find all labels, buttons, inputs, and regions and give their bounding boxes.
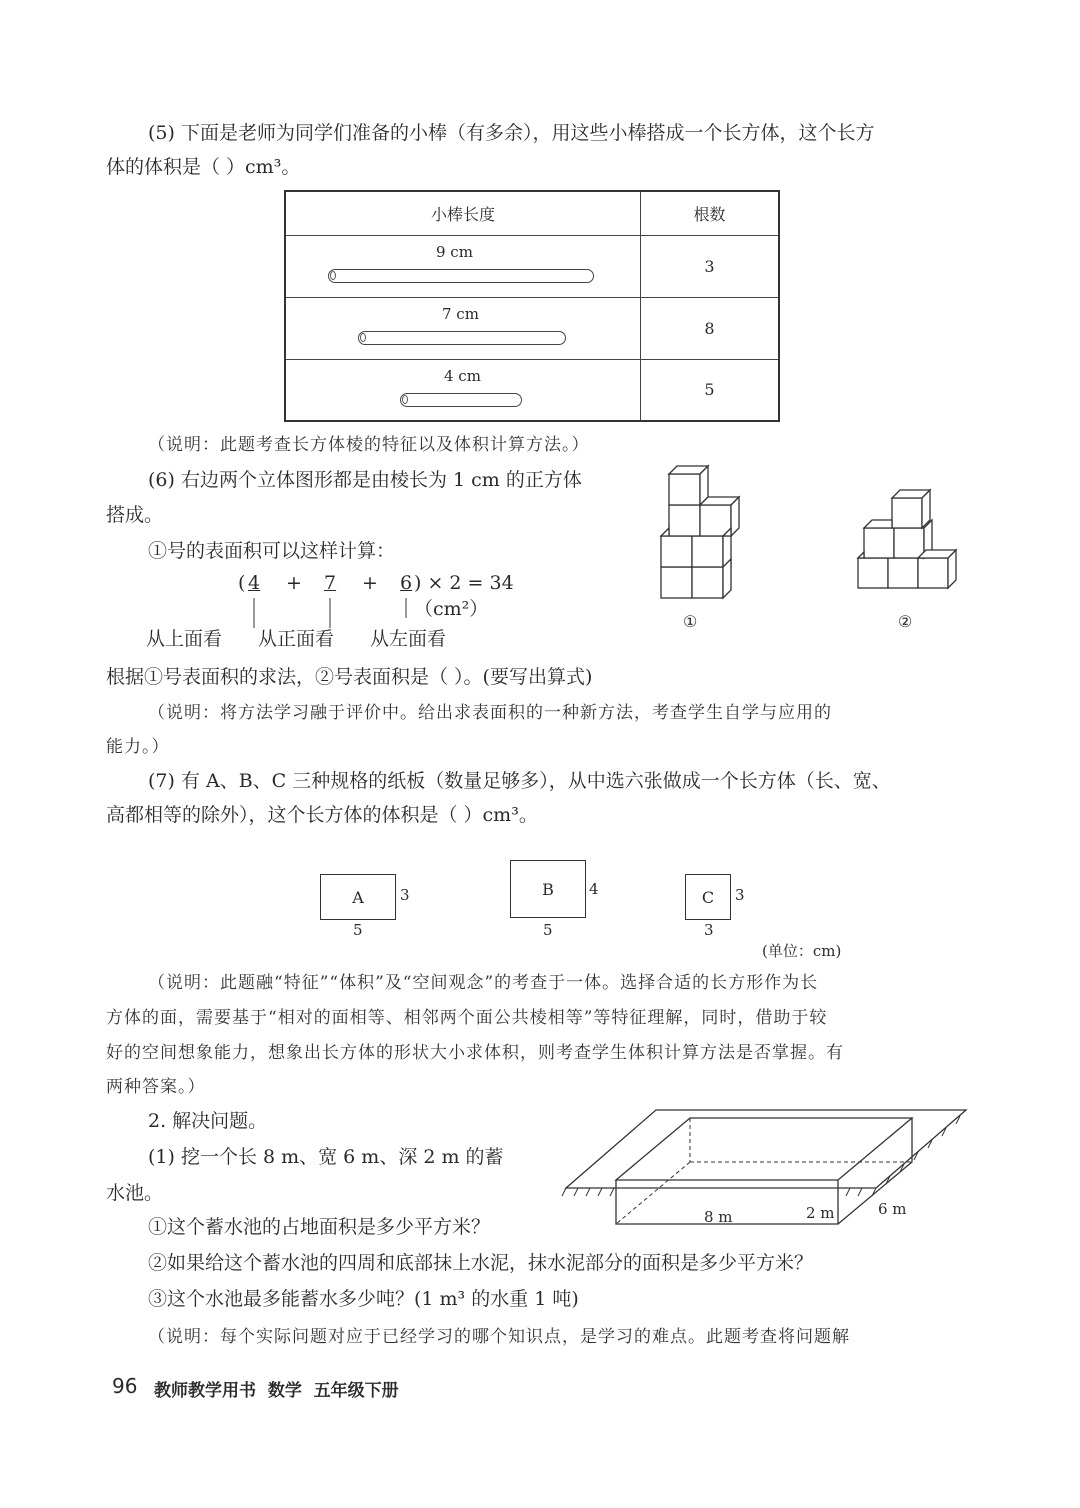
- board-c-bottom: 3: [704, 921, 714, 939]
- q7-note3: 好的空间想象能力，想象出长方体的形状大小求体积，则考查学生体积计算方法是否掌握。有: [106, 1043, 844, 1063]
- section-2-heading: 2. 解决问题。: [148, 1110, 268, 1132]
- q6-note1: （说明：将方法学习融于评价中。给出求表面积的一种新方法，考查学生自学与应用的: [148, 703, 832, 723]
- q7-note4: 两种答案。）: [106, 1077, 206, 1097]
- formula-left-count: 6: [400, 572, 413, 594]
- q7-note2: 方体的面，需要基于“相对的面相等、相邻两个面公共棱相等”等特征理解，同时，借助于较: [106, 1008, 828, 1028]
- label-front-view: 从正面看: [258, 628, 335, 650]
- formula-rest: ) × 2 = 34（cm²）: [414, 572, 514, 620]
- board-c-name: C: [701, 887, 715, 907]
- stick-length: 9 cm: [436, 243, 473, 261]
- table-row: [285, 297, 641, 359]
- formula-plus: +: [286, 572, 302, 594]
- unit-label: (单位：cm): [762, 942, 842, 960]
- table-row: [285, 235, 641, 297]
- figure-2-label: ②: [898, 612, 913, 631]
- pool-length-label: 8 m: [704, 1208, 733, 1226]
- stick-count: 5: [641, 359, 780, 421]
- formula-front-count: 7: [324, 572, 337, 594]
- table-row: [285, 359, 641, 421]
- board-a: [320, 874, 396, 920]
- sticks-table: [284, 190, 780, 422]
- cube-figure-2: [852, 486, 968, 594]
- book-title: 教师教学用书 数学 五年级下册: [154, 1381, 399, 1401]
- q6-note2: 能力。）: [106, 737, 170, 757]
- pool-width-label: 6 m: [878, 1200, 907, 1218]
- stick-count: 3: [641, 235, 780, 297]
- page-number: 96: [112, 1374, 138, 1398]
- q5-line2: 体的体积是（ ）cm³。: [106, 156, 301, 178]
- q5-line1: (5) 下面是老师为同学们准备的小棒（有多余），用这些小棒搭成一个长方体，这个长方: [148, 122, 875, 144]
- q7-line2: 高都相等的除外），这个长方体的体积是（ ）cm³。: [106, 804, 538, 826]
- board-a-bottom: 5: [353, 921, 363, 939]
- s2-q1: ①这个蓄水池的占地面积是多少平方米？: [148, 1216, 491, 1238]
- q6-line1: (6) 右边两个立体图形都是由棱长为 1 cm 的正方体: [148, 469, 582, 491]
- q6-line4: 根据①号表面积的求法，②号表面积是（ ）。(要写出算式): [106, 666, 593, 688]
- board-c: [685, 874, 731, 920]
- label-top-view: 从上面看: [146, 628, 223, 650]
- q5-note: （说明：此题考查长方体棱的特征以及体积计算方法。）: [148, 435, 590, 455]
- board-a-side: 3: [400, 886, 410, 904]
- figure-1-label: ①: [683, 612, 698, 631]
- q6-line3: ①号的表面积可以这样计算：: [148, 540, 396, 562]
- board-b-bottom: 5: [543, 921, 553, 939]
- label-left-view: 从左面看: [370, 628, 447, 650]
- pool-depth-label: 2 m: [806, 1204, 835, 1222]
- stick-count: 8: [641, 297, 780, 359]
- s2-q3: ③这个水池最多能蓄水多少吨？(1 m³ 的水重 1 吨): [148, 1288, 579, 1310]
- board-a-name: A: [352, 887, 364, 907]
- board-b-name: B: [542, 879, 554, 899]
- board-c-side: 3: [735, 886, 745, 904]
- board-b: [510, 860, 586, 918]
- q7-note1: （说明：此题融“特征”“体积”及“空间观念”的考查于一体。选择合适的长方形作为长: [148, 973, 819, 993]
- s2-p1a: (1) 挖一个长 8 m、宽 6 m、深 2 m 的蓄: [148, 1146, 504, 1168]
- formula-top-count: 4: [248, 572, 261, 594]
- s2-note: （说明：每个实际问题对应于已经学习的哪个知识点，是学习的难点。此题考查将问题解: [148, 1327, 850, 1347]
- stick-rod: [358, 331, 566, 345]
- header-length: 小棒长度: [285, 191, 641, 235]
- header-count: 根数: [641, 191, 780, 235]
- stick-length: 7 cm: [442, 305, 479, 323]
- stick-rod: [328, 269, 594, 283]
- q6-line2: 搭成。: [106, 504, 164, 526]
- formula-paren: (: [238, 572, 246, 594]
- board-b-side: 4: [589, 880, 599, 898]
- pool-figure: [560, 1104, 970, 1234]
- s2-p1b: 水池。: [106, 1182, 164, 1204]
- stick-rod: [400, 393, 522, 407]
- q7-line1: (7) 有 A、B、C 三种规格的纸板（数量足够多），从中选六张做成一个长方体（长、宽、: [148, 770, 891, 792]
- cube-figure-1: [655, 462, 765, 602]
- stick-length: 4 cm: [444, 366, 481, 385]
- formula-plus: +: [362, 572, 378, 594]
- s2-q2: ②如果给这个蓄水池的四周和底部抹上水泥，抹水泥部分的面积是多少平方米？: [148, 1252, 814, 1274]
